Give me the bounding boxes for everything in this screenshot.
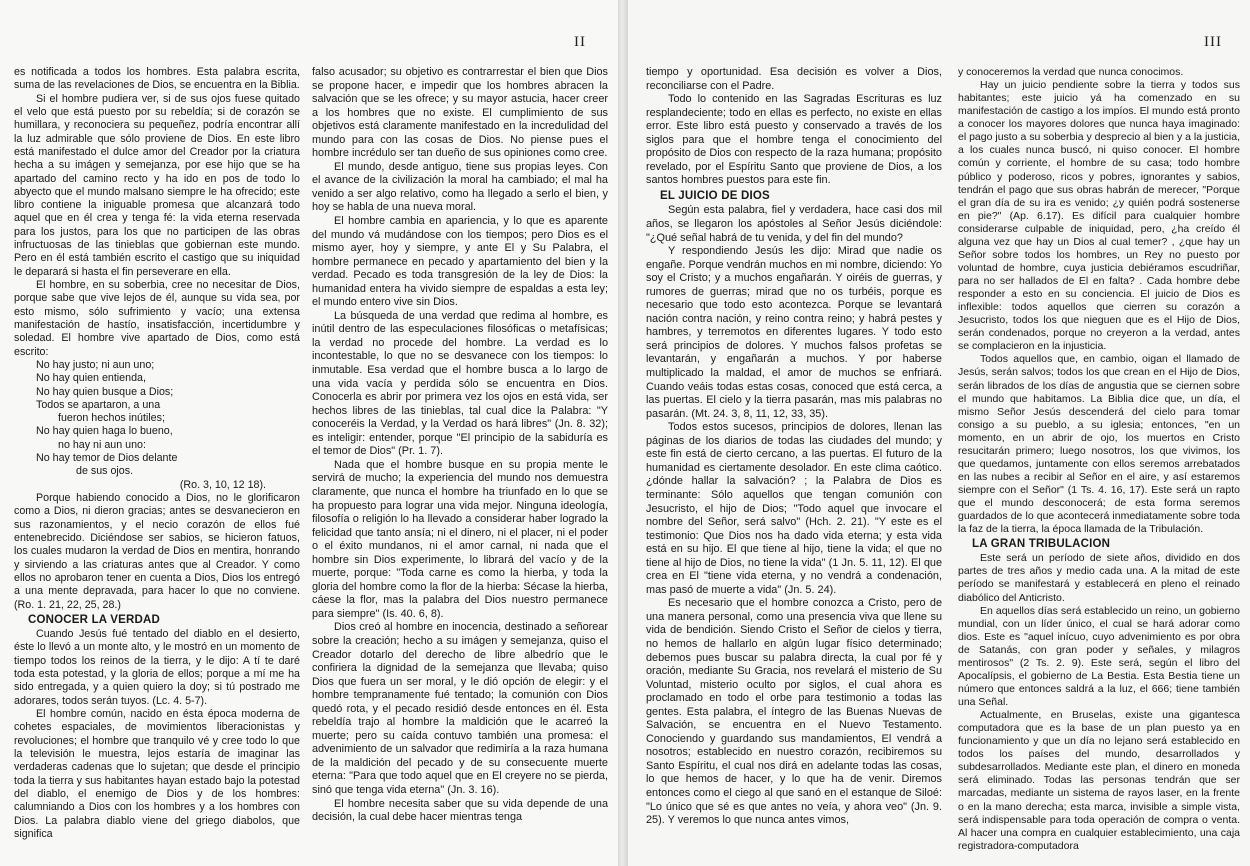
paragraph: tiempo y oportunidad. Esa decisión es volver a Dios, reconciliarse con el Padre. [646,66,942,92]
quote-line: Todos se apartaron, a una [36,398,161,411]
paragraph: Porque habiendo conocido a Dios, no le glorificaron como a Dios, ni dieron gracias; antes se desvanecieron en sus razonamientos, y el necio corazón de ellos fué entenebrecido. Diciéndose ser sabios, se hicieron fatuos, los cuales mudaron la verdad de Dios en mentira, honrando y sirviendo a las criaturas antes que al Creador. Y como ellos no aprobaron tener en cuenta a Dios, Dios los entregó a una mente depravada, para hacer lo que no conviene. (Ro. 1. 21, 22, 25, 28.) [14,492,300,611]
paragraph: y conoceremos la verdad que nunca conocimos. [958,66,1184,78]
paragraph: Todo lo contenido en las Sagradas Escrituras es luz resplandeciente; todo en ellas es perfecto, no existe en ellas error. Este libro está puesto y conservado a través de los siglos para que el hombre tenga el conocimiento del propósito de Dios con respecto de la raza humana; propósito revelado, por el Espíritu Santo que proviene de Dios, a los santos hombres puestos para este fin. [646,93,942,187]
paragraph: Todos aquellos que, en cambio, oigan el llamado de Jesús, serán salvos; todos los que crean en el Hijo de Dios, serán librados de los días de angustia que se ciernen sobre el mundo que habitamos. La Biblia dice que, un día, el mismo Señor Jesús descenderá del cielo para tomar consigo a su pueblo, a su iglesia; entonces, "en un momento, en un abrir de ojo, los muertos en Cristo resucitarán primero; luego nosotros, los que vivimos, los que quedamos, juntamente con ellos seremos arrebatados en las nubes a recibir al Señor en el aire, y así estaremos siempre con el Señor" (1 Ts. 4. 16, 17). Este será un rapto que el mundo desconocerá; de esta forma seremos guardados de lo que acontecerá inmediatamente sobre toda la faz de la tierra, la época llamada de la Tribulación. [958,353,1240,536]
paragraph: es notificada a todos los hombres. Esta palabra escrita, suma de las revelaciones de Dios, se encuentra en la Biblia. [14,66,300,92]
paragraph: falso acusador; su objetivo es contrarrestar el bien que Dios se propone hacer, e impedir que los hombres abracen la salvación que se les ofrece; y su mayor astucia, hacer creer a los hombres que no existe. El cumplimiento de sus objetivos está claramente manifestado en la incredulidad del mundo para con las cosas de Dios. No piense pues el hombre incrédulo ser tan dueño de sus opiniones como cree. [312,66,608,160]
paragraph: Actualmente, en Bruselas, existe una gigantesca computadora que es la base de un plan puesto ya en funcionamiento y que un día no lejano será establecido en todos los países del mundo, desarrollados y subdesarrollados. Mediante este plan, el dinero en moneda será eliminado. Todas las personas tendrán que ser marcadas, mediante un sistema de rayos laser, en la frente o en la mano derecha; esta marca, invisible a simple vista, será indispensable para toda operación de compra o venta. Al hacer una compra en cualquier establecimiento, una caja registradora-computadora [958,709,1240,852]
paragraph: Este será un período de siete años, dividido en dos partes de tres años y medio cada una. A la mitad de este período se manifestará y establecerá en pleno el reinado diabólico del Anticristo. [958,552,1240,604]
left-page [0,0,618,866]
paragraph: El hombre cambia en apariencia, y lo que es aparente del mundo vá mudándose con los tiempos; pero Dios es el mismo ayer, hoy y siempre, y ante El y Su Palabra, el hombre permanece en pecado y apartamiento del bien y la verdad. Pecado es toda transgresión de la ley de Dios: la humanidad entera ha vivido siempre de espaldas a esta ley; el mundo entero vive sin Dios. [312,215,608,309]
quote-line: No hay justo; ni aun uno; [36,358,155,371]
paragraph: El hombre necesita saber que su vida depende de una decisión, la cual debe hacer mientras tenga [312,797,608,824]
page-number: III [1204,34,1222,50]
text-column [646,66,942,828]
quote-line: No hay temor de Dios delante [36,452,178,465]
paragraph: Y respondiendo Jesús les dijo: Mirad que nadie os engañe. Porque vendrán muchos en mi nombre, diciendo: Yo soy el Cristo; y a muchos engañarán. Y oiréis de guerras, y rumores de guerras; mirad que no os turbéis, porque es necesario que todo esto acontezca. Porque se levantará nación contra nación, y reino contra reino; y habrá pestes y hambres, y terremotos en diferentes lugares. Y todo esto será principios de dolores. Y muchos falsos profetas se levantarán, y engañarán a muchos. Y por haberse multiplicado la maldad, el amor de muchos se enfriará. Cuando veáis todas estas cosas, conoced que está cerca, a las puertas. El cielo y la tierra pasarán, mas mis palabras no pasarán. (Mt. 24. 3, 8, 11, 12, 33, 35). [646,245,942,420]
quote-line: no hay ni aun uno: [58,438,146,451]
quote-line: de sus ojos. [76,465,134,478]
quote-line: No hay quien haga lo bueno, [36,425,173,438]
quote-line: No hay quien busque a Dios; [36,385,174,398]
scripture-quote [36,359,300,492]
quote-line: No hay quien entienda, [36,372,146,385]
paragraph: Es necesario que el hombre conozca a Cristo, pero de una manera personal, como una presencia viva que llene su vida de bendición. Siendo Cristo el Señor de cielos y tierra, no hemos de hallarlo en algún lugar físico determinado; debemos pues buscar su palabra directa, la cual por fé y oración, mediante Su Gracia, nos revelará el misterio de Su Voluntad, misterio oculto por siglos, el cual ahora es proclamado en todo el orbe para testimonio a todas las gentes. Esta palabra, el íntegro de las Buenas Nuevas de Salvación, se encuentra en el Nuevo Testamento. Conociendo y guardando sus mandamientos, El vendrá a nosotros; establecido en nuestro corazón, recibiremos su Santo Espíritu, el cual nos dirá en adelante todas las cosas, lo que hemos de hacer, y lo que ha de venir. Diremos entonces como el ciego al que sanó en el estanque de Siloé: "Lo único que sé es que antes no veía, y ahora veo" (Jn. 9. 25). Y veremos lo que nunca antes vimos, [646,597,942,827]
paragraph: Hay un juicio pendiente sobre la tierra y todos sus habitantes; este juicio yá ha comenzado en su manifestación de castigo a los impíos. El mundo está pronto a conocer los mayores dolores que nunca haya imaginado: el pago justo a su soberbia y desprecio al bien y a la justicia, a los cuales nunca buscó, ni quiso conocer. El hombre común y corriente, el hombre de su casa; todo hombre público y poderoso, ricos y pobres, ignorantes y sabios, tendrán el pago que sus obras habrán de merecer, "Porque el gran día de su ira es venido; ¿y quién podrá sostenerse en pie?" (Ap. 6.17). Es difícil para cualquier hombre considerarse culpable de iniquidad, pero, ¿ha creído él alguna vez que hay un Dios al cual temer? , ¿que hay un Señor sobre todos los hombres, un Rey no puesto por voluntad de hombre, cuya justicia debiéramos escudriñar, para no ser hallados de El en falta? . Cada hombre debe responder a esto en su conciencia. El juicio de Dios es inflexible: todos aquellos que cierren su corazón a Jesucristo, todos los que nieguen que es el Hijo de Dios, serán condenados, porque no creyeron a la verdad, antes se complacieron en la injusticia. [958,79,1240,353]
text-column [312,66,608,825]
section-heading: EL JUICIO DE DIOS [660,189,770,202]
page-number: II [574,34,586,50]
paragraph: El hombre, en su soberbia, cree no necesitar de Dios, porque sabe que vive lejos de él, aunque su vida sea, por esto mismo, sólo sufrimiento y vacío; una extensa manifestación de hastío, insatisfacción, incertidumbre y soledad. El hombre vive apartado de Dios, como está escrito: [14,279,300,358]
section-heading: LA GRAN TRIBULACION [972,538,1111,551]
section-heading: CONOCER LA VERDAD [28,613,161,626]
right-page [628,0,1250,866]
paragraph: Si el hombre pudiera ver, si de sus ojos fuese quitado el velo que está puesto por su rebeldía; si de corazón se humillara, y reconociera su pequeñez, podría encontrar allí la luz admirable que sólo proviene de Dios. En este libro está manifestado el dulce amor del Creador por la criatura hecha a su imágen y semejanza, por ese hijo que se ha apartado del camino recto y ha ido en pos de todo lo abyecto que el mundo malsano siempre le ha ofrecido; este libro contiene la iniguable promesa que alcanzará todo aquel que en él crea y tenga fé: la vida eterna reservada para los justos, para los que no participen de las obras infructuosas de las tinieblas que gobiernan este mundo. Pero en él está también escrito el castigo que su iniquidad le deparará si hasta el fin perseverare en ella. [14,92,300,278]
paragraph: Todos estos sucesos, principios de dolores, llenan las páginas de los diarios de todas las ciudades del mundo; y este fin está de cierto cercano, a las puertas. El futuro de la humanidad es ciertamente desolador. En este clima caótico. ¿dónde hallar la salvación? ; la Palabra de Dios es terminante: Sólo aquellos que tengan comunión con Jesucristo, el hijo de Dios; "Todo aquel que invocare el nombre del Señor, será salvo" (Hch. 2. 21). "Y este es el testimonio: Que Dios nos ha dado vida eterna; y esta vida está en su hijo. El que tiene al hijo, tiene la vida; el que no tiene al hijo de Dios, no tiene la vida" (1 Jn. 5. 11, 12). El que crea en El "tiene vida eterna, y no vendrá a condenación, mas pasó de muerte a vida" (Jn. 5. 24). [646,421,942,596]
book-gutter [618,0,628,866]
text-column [958,66,1240,853]
paragraph: Cuando Jesús fué tentado del diablo en el desierto, éste lo llevó a un monte alto, y le mostró en un momento de tiempo todos los reinos de la tierra, y le dijo: A tí te daré toda esta potestad, y la gloria de ellos; porque a mí me ha sido entregada, y a quien quiero la doy; si tú postrado me adorares, todos serán tuyos. (Lc. 4. 5-7). [14,628,300,707]
quote-line: fueron hechos inútiles; [58,412,165,425]
paragraph: El mundo, desde antiguo, tiene sus propias leyes. Con el avance de la civilización la moral ha cambiado; el mal ha venido a ser algo relativo, como ha llegado a serlo el bien, y hoy se habla de una nueva moral. [312,160,608,214]
paragraph: Dios creó al hombre en inocencia, destinado a señorear sobre la creación; hecho a su imágen y semejanza, quiso el Creador dotarlo del derecho de libre albedrío que le confiriera la dignidad de la semejanza que llevaba; quiso Dios que fuera un ser moral, y le dió opción de elegir: y el hombre tempranamente fué tentado; la comunión con Dios quedó rota, y el pecado residió desde entonces en él. Esta rebeldía trajo al hombre la maldición que le acarreó la muerte; pero su caída contuvo también una promesa: el advenimiento de un salvador que redimiría a la raza humana de la maldición del pecado y de su consecuente muerte eterna: "Para que todo aquel que en El creyere no se pierda, sinó que tenga vida eterna" (Jn. 3. 16). [312,621,608,796]
paragraph: El hombre común, nacido en ésta época moderna de cohetes espaciales, de movimientos liberacionistas y revoluciones; el hombre que tranquilo vé y cree todo lo que la televisión le muestra, lejos estaría de imaginar las verdaderas cadenas que lo sujetan; que desde el principio toda la tierra y sus habitantes hayan estado bajo la potestad del diablo, el enemigo de Dios y de los hombres: calumniando a Dios con los hombres y a los hombres con Dios. La palabra diablo viene del griego diabolos, que significa [14,708,300,840]
scripture-reference: (Ro. 3, 10, 12 18). [179,478,266,491]
paragraph: Según esta palabra, fiel y verdadera, hace casi dos mil años, se llegaron los apóstoles al Señor Jesús diciéndole: "¿Qué señal habrá de tu venida, y del fin del mundo? [646,204,942,244]
text-column [14,66,300,841]
paragraph: La búsqueda de una verdad que redima al hombre, es inútil dentro de las especulaciones filosóficas o metafísicas; la verdad no procede del hombre. La verdad es lo incontestable, lo que no se desvanece con los tiempos: lo inmutable. Esa verdad que el hombre busca a lo largo de una vida vacía y perdida sólo se encuentra en Dios. Conocerla es abrir por primera vez los ojos en está vida, ser hechos libres de las tinieblas, tal cual dice la Palabra: "Y conoceréis la Verdad, y la Verdad os hará libres" (Jn. 8. 32); es inteligir: entender, porque "El principio de la sabiduría es el temor de Dios" (Pr. 1. 7). [312,309,608,458]
paragraph: Nada que el hombre busque en su propia mente le servirá de mucho; la experiencia del mundo nos demuestra claramente, que nunca el hombre ha triunfado en lo que se ha propuesto para lograr una vida mejor. Ninguna ideología, filosofía o religión lo ha llevado a considerar haber logrado la felicidad que tanto ansía; ni el dinero, ni el placer, ni el poder o el éxito mundanos, ni el amor carnal, ni nada que el hombre sin Dios experimente, lo librará del vacío y de la muerte, porque: "Toda carne es como la hierba, y toda la gloria del hombre como la flor de la hierba: Sécase la hierba, cáese la flor, mas la palabra del Dios nuestro permanece para siempre" (Is. 40. 6, 8). [312,458,608,620]
paragraph: En aquellos días será establecido un reino, un gobierno mundial, con un líder único, el cual se hará adorar como dios. Este es "aquel inícuo, cuyo advenimiento es por obra de Satanás, con gran poder y señales, y milagros mentirosos" (2 Ts. 2. 9). Este será, según el libro del Apocalípsis, el gobierno de La Bestia. Esta Bestia tiene un número que entonces saldrá a la luz, el 666; tiene también una Señal. [958,604,1240,708]
